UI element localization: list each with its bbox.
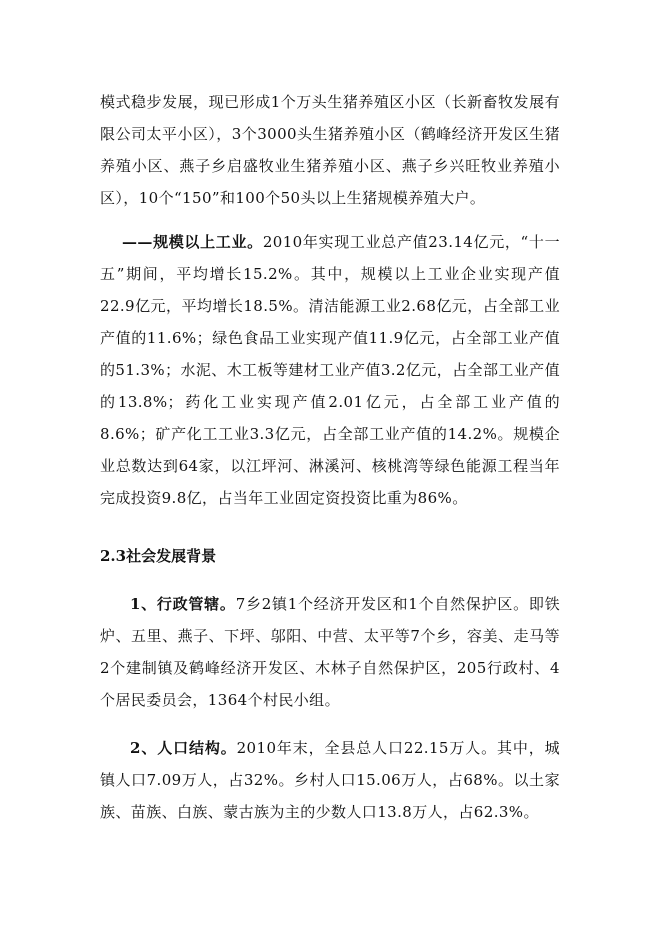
paragraph-population-text: 2010年末，全县总人口22.15万人。其中，城镇人口7.09万人，占32%。乡村人口15.06万人，占68%。以土家族、苗族、白族、蒙古族为主的少数人口13.8万人，占62.3%。 [100, 739, 561, 821]
paragraph-livestock-text: 模式稳步发展，现已形成1个万头生猪养殖区小区（长新畜牧发展有限公司太平小区），3个3000头生猪养殖小区（鹤峰经济开发区生猪养殖小区、燕子乡启盛牧业生猪养殖小区、燕子乡兴旺牧业养殖小区），10个“150”和100个50头以上生猪规模养殖大户。 [100, 93, 560, 207]
paragraph-administration-text: 7乡2镇1个经济开发区和1个自然保护区。即铁炉、五里、燕子、下坪、邬阳、中营、太平等7个乡，容美、走马等2个建制镇及鹤峰经济开发区、木林子自然保护区，205行政村、4个居民委员会，1364个村民小组。 [100, 595, 560, 709]
paragraph-population [100, 732, 560, 828]
paragraph-industry [100, 226, 560, 514]
paragraph-population-lead: 2、人口结构。 [130, 739, 237, 757]
paragraph-industry-lead: ——规模以上工业。 [122, 233, 263, 251]
section-heading: 2.3社会发展背景 [100, 547, 217, 565]
paragraph-administration [100, 588, 560, 716]
paragraph-livestock [100, 86, 560, 214]
paragraph-industry-text: 2010年实现工业总产值23.14亿元，“十一五”期间，平均增长15.2%。其中，规模以上工业企业实现产值22.9亿元，平均增长18.5%。清洁能源工业2.68亿元，占全部工业产值的11.6%；绿色食品工业实现产值11.9亿元，占全部工业产值的51.3%；水泥、木工板等建材工业产值3.2亿元，占全部工业产值的13.8%；药化工业实现产值2.01亿元，占全部工业产值的8.6%；矿产化工工业3.3亿元，占全部工业产值的14.2%。规模企业总数达到64家，以江坪河、淋溪河、核桃湾等绿色能源工程当年完成投资9.8亿，占当年工业固定资投资比重为86%。 [100, 233, 560, 507]
paragraph-administration-lead: 1、行政管辖。 [130, 595, 236, 613]
